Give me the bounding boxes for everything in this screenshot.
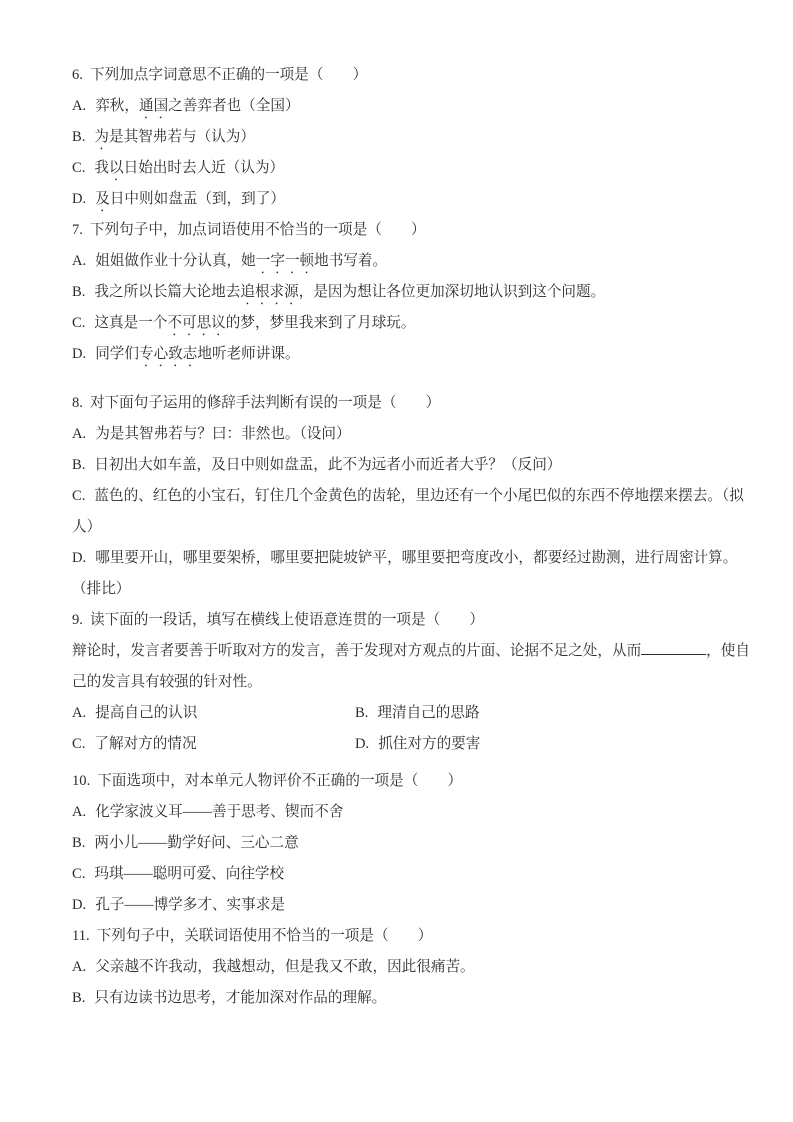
- question-title: [72, 766, 752, 797]
- option-label: D.: [72, 897, 87, 913]
- question-9: [72, 605, 752, 760]
- option-text: 日中则如盘盂（到，到了）: [109, 191, 285, 207]
- option-text: 了解对方的情况: [94, 736, 197, 752]
- option-row: [72, 698, 355, 729]
- emphasized-text: 及: [95, 191, 110, 207]
- option-label: A.: [72, 959, 87, 975]
- question-title: [72, 605, 752, 636]
- option-text: 地听老师讲课。: [197, 346, 300, 362]
- option-text: 提高自己的认识: [95, 705, 198, 721]
- option-row: [72, 450, 752, 481]
- question-title: [72, 215, 752, 246]
- question-6: [72, 60, 752, 215]
- emphasized-text: 追根求源: [240, 284, 299, 300]
- question-number: 6.: [72, 67, 83, 83]
- question-title-text: 读下面的一段话，填写在横线上使语意连贯的一项是（ ）: [89, 612, 484, 628]
- emphasized-text: 通国: [139, 98, 169, 114]
- option-text: 两小儿——勤学好问、三心二意: [94, 835, 299, 851]
- option-row: [72, 481, 752, 543]
- options-row: [72, 698, 752, 729]
- option-row: [72, 983, 752, 1014]
- question-passage: [72, 636, 752, 698]
- emphasized-text: 为: [94, 129, 109, 145]
- passage-text: 辩论时，发言者要善于听取对方的发言，善于发现对方观点的片面、论据不足之处，从而: [72, 643, 642, 659]
- option-label: B.: [72, 990, 86, 1006]
- option-row: [72, 828, 752, 859]
- option-text: ，是因为想让各位更加深切地认识到这个问题。: [298, 284, 606, 300]
- option-row: [72, 122, 752, 153]
- option-text: 孔子——博学多才、实事求是: [95, 897, 285, 913]
- option-label: D.: [355, 736, 370, 752]
- option-text: 弈秋，: [95, 98, 139, 114]
- option-row: [72, 184, 752, 215]
- option-label: A.: [72, 804, 87, 820]
- emphasized-text: 不可思议: [167, 315, 226, 331]
- option-text: 姐姐做作业十分认真，她: [95, 253, 256, 269]
- option-text: 父亲越不许我动，我越想动，但是我又不敢，因此很痛苦。: [95, 959, 475, 975]
- option-row: [72, 729, 355, 760]
- question-title-text: 下列加点字词意思不正确的一项是（ ）: [89, 67, 368, 83]
- question-title-text: 下列句子中，关联词语使用不恰当的一项是（ ）: [96, 928, 433, 944]
- question-11: [72, 921, 752, 1014]
- option-text: 为是其智弗若与？曰：非然也。（设问）: [95, 426, 351, 442]
- option-row: [72, 308, 752, 339]
- option-label: B.: [72, 457, 86, 473]
- option-row: [72, 277, 752, 308]
- option-label: D.: [72, 346, 87, 362]
- option-text: 哪里要开山，哪里要架桥，哪里要把陡坡铲平，哪里要把弯度改小，都要经过勘测，进行周密计算。（排比）: [72, 550, 738, 597]
- option-text: 抓住对方的要害: [378, 736, 481, 752]
- emphasized-text: 一字一顿: [255, 253, 315, 269]
- option-label: C.: [72, 736, 86, 752]
- option-text: 蓝色的、红色的小宝石，钉住几个金黄色的齿轮，里边还有一个小尾巴似的东西不停地摆来摆去。（拟人）: [72, 488, 744, 535]
- question-number: 8.: [72, 395, 83, 411]
- option-row: [72, 859, 752, 890]
- option-row: [355, 729, 752, 760]
- option-text: 玛琪——聪明可爱、向往学校: [94, 866, 285, 882]
- option-row: [72, 890, 752, 921]
- options-row: [72, 729, 752, 760]
- option-row: [72, 543, 752, 605]
- option-row: [72, 91, 752, 122]
- option-label: B.: [72, 284, 86, 300]
- option-label: C.: [72, 488, 86, 504]
- question-number: 10.: [72, 773, 91, 789]
- option-row: [72, 419, 752, 450]
- option-label: A.: [72, 98, 87, 114]
- question-number: 11.: [72, 928, 90, 944]
- question-title-text: 下面选项中，对本单元人物评价不正确的一项是（ ）: [97, 773, 463, 789]
- question-title-text: 对下面句子运用的修辞手法判断有误的一项是（ ）: [89, 395, 441, 411]
- option-text: 我: [94, 160, 109, 176]
- option-label: A.: [72, 253, 87, 269]
- option-text: 我之所以长篇大论地去: [94, 284, 241, 300]
- question-8: [72, 388, 752, 605]
- emphasized-text: 以: [109, 160, 124, 176]
- option-text: 地书写着。: [314, 253, 388, 269]
- option-text: 日始出时去人近（认为）: [123, 160, 285, 176]
- option-row: [72, 153, 752, 184]
- question-title: [72, 388, 752, 419]
- option-text: 同学们: [95, 346, 139, 362]
- option-row: [355, 698, 752, 729]
- option-text: 化学家波义耳——善于思考、锲而不舍: [95, 804, 344, 820]
- option-text: 这真是一个: [94, 315, 168, 331]
- question-number: 7.: [72, 222, 83, 238]
- option-text: 之善弈者也（全国）: [168, 98, 300, 114]
- option-text: 只有边读书边思考，才能加深对作品的理解。: [94, 990, 387, 1006]
- option-label: C.: [72, 160, 86, 176]
- question-title: [72, 60, 752, 91]
- question-number: 9.: [72, 612, 83, 628]
- option-label: A.: [72, 705, 87, 721]
- option-row: [72, 797, 752, 828]
- option-label: A.: [72, 426, 87, 442]
- option-label: B.: [355, 705, 369, 721]
- option-row: [72, 952, 752, 983]
- option-text: 是其智弗若与（认为）: [109, 129, 255, 145]
- blank-line: [641, 640, 706, 655]
- question-title-text: 下列句子中，加点词语使用不恰当的一项是（ ）: [89, 222, 426, 238]
- option-text: 的梦，梦里我来到了月球玩。: [225, 315, 416, 331]
- question-10: [72, 766, 752, 921]
- option-label: C.: [72, 315, 86, 331]
- option-label: D.: [72, 550, 87, 566]
- option-text: 日初出大如车盖，及日中则如盘盂，此不为远者小而近者大乎？（反问）: [94, 457, 562, 473]
- option-text: 理清自己的思路: [377, 705, 480, 721]
- passage-text: ，使自己的发言具有较强的针对性。: [72, 643, 750, 690]
- question-title: [72, 921, 752, 952]
- option-label: B.: [72, 129, 86, 145]
- option-label: B.: [72, 835, 86, 851]
- option-label: D.: [72, 191, 87, 207]
- option-row: [72, 339, 752, 370]
- option-row: [72, 246, 752, 277]
- question-7: [72, 215, 752, 370]
- option-label: C.: [72, 866, 86, 882]
- emphasized-text: 专心致志: [139, 346, 198, 362]
